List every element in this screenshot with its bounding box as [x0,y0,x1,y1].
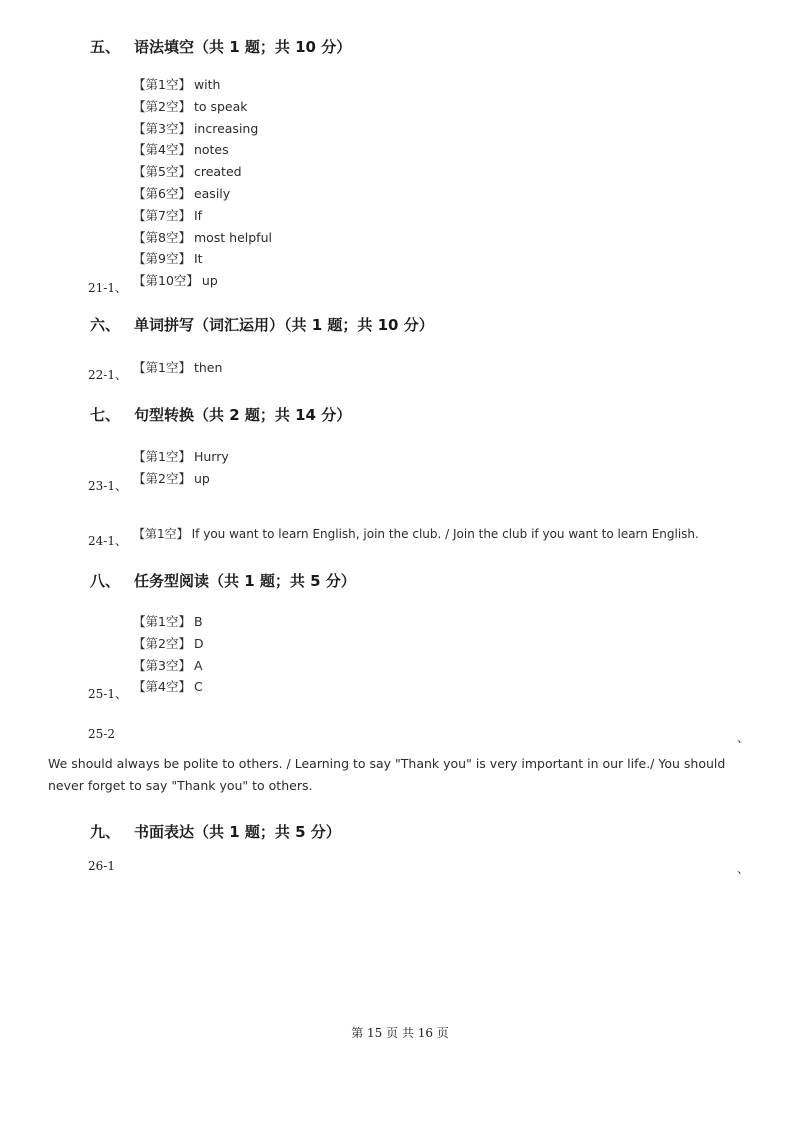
answer-line [133,185,230,203]
answer-text: easily [193,186,231,201]
question-number: 25-1、 [88,687,127,701]
answer-line [133,470,210,488]
section-heading-8 [90,571,356,591]
answer-mark: 、 [737,731,750,745]
answer-text: to speak [193,99,248,114]
blank-tag: 【第8空】 [133,230,191,245]
answer-text: Hurry [193,449,229,464]
answer-line [133,250,203,268]
question-number: 23-1、 [88,479,127,493]
answer-text: up [201,273,218,288]
blank-tag: 【第2空】 [133,99,191,114]
blank-tag: 【第3空】 [133,121,191,136]
blank-tag: 【第10空】 [133,273,199,288]
section-title: 单词拼写（词汇运用）（共 1 题；共 10 分） [134,316,434,334]
question-number: 22-1、 [88,368,127,382]
answer-mark: 、 [737,862,750,876]
answer-text: up [193,471,210,486]
blank-tag: 【第7空】 [133,208,191,223]
answer-text: increasing [193,121,259,136]
answer-line [133,163,242,181]
answer-line [133,359,222,377]
section-number: 七、 [90,406,121,424]
blank-tag: 【第1空】 [133,77,191,92]
section-number: 九、 [90,823,121,841]
question-number: 24-1、 [88,534,127,548]
answer-text: created [193,164,242,179]
answer-line [133,678,203,696]
answer-text: then [193,360,223,375]
section-title: 任务型阅读（共 1 题；共 5 分） [134,572,356,590]
blank-tag: 【第2空】 [133,636,191,651]
answer-line [133,120,258,138]
section-heading-5 [90,37,351,57]
blank-tag: 【第6空】 [133,186,191,201]
section-title: 语法填空（共 1 题；共 10 分） [134,38,352,56]
answer-text: If you want to learn English, join the club. / Join the club if you want to learn English. [191,527,699,541]
blank-tag: 【第1空】 [133,527,189,541]
answer-line [133,141,229,159]
blank-tag: 【第1空】 [133,614,191,629]
blank-tag: 【第5空】 [133,164,191,179]
section-heading-7 [90,405,351,425]
answer-line [133,657,203,675]
question-number: 25-2 [88,727,115,741]
answer-text: If [193,208,203,223]
answer-text: D [193,636,204,651]
answer-line [133,448,229,466]
answer-text: with [193,77,221,92]
answer-line [133,613,203,631]
answer-text: A [193,658,203,673]
blank-tag: 【第4空】 [133,142,191,157]
question-number: 26-1 [88,859,115,873]
answer-text: notes [193,142,229,157]
page-footer: 第 15 页 共 16 页 [351,1026,449,1040]
answer-text: most helpful [193,230,272,245]
answer-text: C [193,679,203,694]
answer-line [133,272,218,290]
answer-line [133,98,248,116]
blank-tag: 【第1空】 [133,360,191,375]
answer-line [133,635,204,653]
blank-tag: 【第2空】 [133,471,191,486]
answer-paragraph: We should always be polite to others. / Learning to say "Thank you" is very important in our life./ You should never forget to say "Thank you" to others. [48,756,726,793]
answer-line [133,525,699,543]
answer-line [133,76,220,94]
answer-text: It [193,251,203,266]
answer-line [133,229,272,247]
section-heading-9 [90,822,341,842]
blank-tag: 【第1空】 [133,449,191,464]
section-heading-6 [90,315,434,335]
blank-tag: 【第4空】 [133,679,191,694]
section-title: 书面表达（共 1 题；共 5 分） [134,823,341,841]
section-number: 六、 [90,316,121,334]
section-number: 五、 [90,38,121,56]
answer-line [133,207,202,225]
blank-tag: 【第9空】 [133,251,191,266]
section-title: 句型转换（共 2 题；共 14 分） [134,406,352,424]
question-number: 21-1、 [88,281,127,295]
blank-tag: 【第3空】 [133,658,191,673]
section-number: 八、 [90,572,121,590]
answer-text: B [193,614,203,629]
